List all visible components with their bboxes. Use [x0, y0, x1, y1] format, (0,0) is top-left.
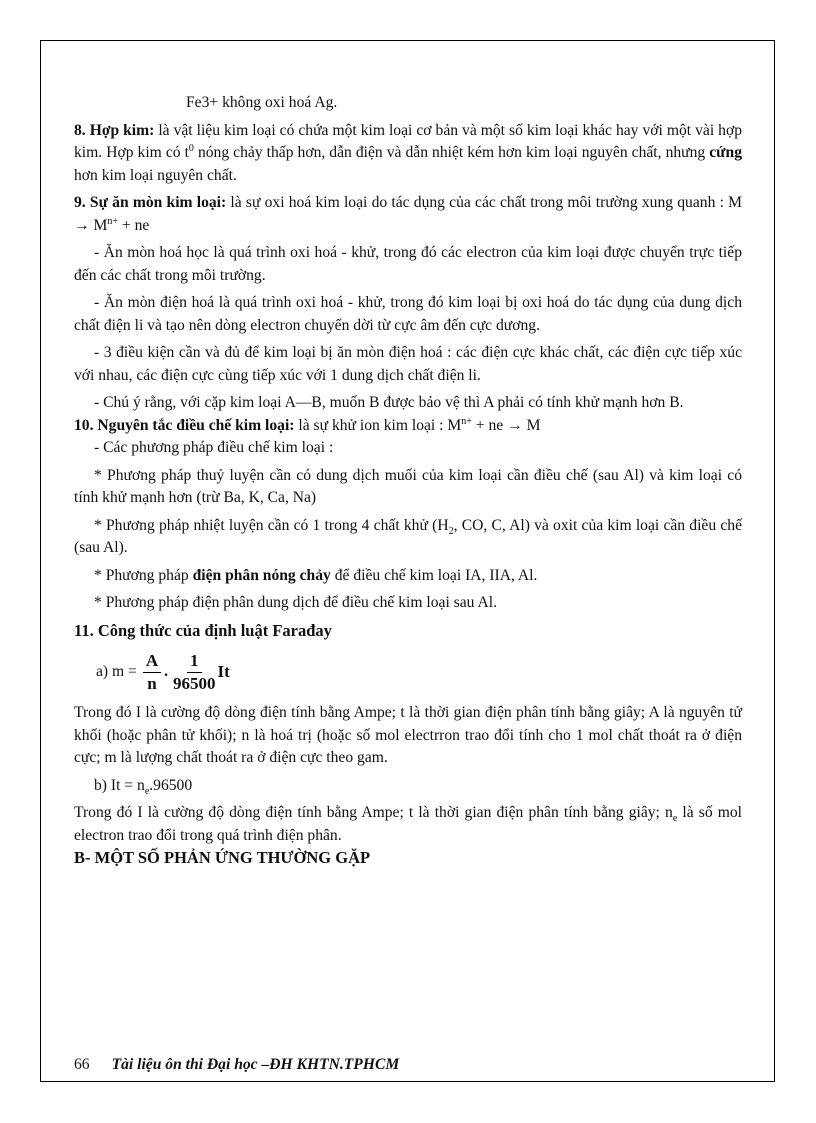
section-11-para-2: [74, 802, 742, 847]
section-11-title: 11. Công thức của định luật Farađay: [74, 620, 332, 640]
superscript: n+: [107, 215, 118, 227]
section-9-para-1: - Ăn mòn hoá học là quá trình oxi hoá - khử, trong đó các electron của kim loại được chuyển trực tiếp đến các chất trong môi trường.: [74, 244, 742, 284]
section-10-para-3: [74, 515, 742, 560]
page-content: [74, 92, 742, 870]
fraction-denominator: 96500: [173, 673, 216, 693]
page-number: 66: [74, 1056, 90, 1073]
faraday-formula-a: [74, 642, 742, 702]
section-10-para-5: * Phương pháp điện phân dung dịch để điều chế kim loại sau Al.: [94, 594, 498, 611]
superscript: n+: [461, 415, 472, 427]
bold-word: cứng: [709, 144, 742, 161]
section-9-text: là sự oxi hoá kim loại do tác dụng của các chất trong môi trường xung quanh : M → M: [74, 194, 742, 234]
section-11-para-1: Trong đó I là cường độ dòng điện tính bằng Ampe; t là thời gian điện phân tính bằng giây; A là nguyên tử khối (hoặc phân tử khối); n là hoá trị (hoặc số mol electrron trao đổi tính cho 1 mol chất thoát ra ở điện cực; m là lượng chất thoát ra ở điện cực theo gam.: [74, 704, 742, 766]
section-10-text: là sự khử ion kim loại : M: [294, 416, 462, 434]
section-9-para-2: - Ăn mòn điện hoá là quá trình oxi hoá - khử, trong đó kim loại bị oxi hoá do tác dụng của dung dịch chất điện li và tạo nên dòng electron chuyển dời từ cực âm đến cực dương.: [74, 294, 742, 334]
section-9-para-3: - 3 điều kiện cần và đủ để kim loại bị ăn mòn điện hoá : các điện cực khác chất, các điện cực tiếp xúc với nhau, các điện cực cùng tiếp xúc với 1 dung dịch chất điện li.: [74, 344, 742, 384]
multiply-dot: .: [164, 662, 169, 680]
superscript: 0: [188, 142, 194, 154]
subscript: 2: [448, 525, 454, 537]
section-9-title: 9. Sự ăn mòn kim loại:: [74, 194, 227, 211]
section-9-para-4: - Chú ý rằng, với cặp kim loại A—B, muốn B được bảo vệ thì A phải có tính khử mạnh hơn B.: [94, 394, 684, 411]
fraction-denominator: n: [147, 673, 157, 693]
footer-title: Tài liệu ôn thi Đại học –ĐH KHTN.TPHCM: [111, 1056, 400, 1073]
subscript: e: [144, 785, 150, 797]
fraction-a-over-n: [143, 650, 161, 695]
fraction-numerator: A: [143, 650, 161, 673]
para-3-text: * Phương pháp nhiệt luyện cần có 1 trong 4 chất khử (H: [94, 516, 449, 534]
bold-phrase: điện phân nóng chảy: [192, 566, 331, 584]
para-4-text-2: để điều chế kim loại IA, IIA, Al.: [330, 566, 538, 584]
section-8-text-2: nóng chảy thấp hơn, dẫn điện và dẫn nhiệt kém hơn kim loại nguyên chất, nhưng: [193, 144, 710, 161]
fraction-1-over-96500: [171, 650, 218, 695]
section-10-title: 10. Nguyên tắc điều chế kim loại:: [74, 416, 295, 434]
section-8-title: 8. Hợp kim:: [74, 121, 155, 139]
section-8-text-3: hơn kim loại nguyên chất.: [74, 166, 237, 184]
section-b-title: B- MỘT SỐ PHẢN ỨNG THƯỜNG GẶP: [74, 848, 371, 867]
section-10-para-2: * Phương pháp thuỷ luyện cần có dung dịch muối của kim loại cần điều chế (sau Al) và kim loại có tính khử mạnh hơn (trừ Ba, K, Ca, Na): [74, 466, 742, 506]
section-8: [74, 120, 742, 188]
para-4-text: * Phương pháp: [94, 566, 193, 584]
para-2-text: Trong đó I là cường độ dòng điện tính bằng Ampe; t là thời gian điện phân tính bằng giây; n: [74, 804, 673, 821]
section-10-para-1: - Các phương pháp điều chế kim loại :: [94, 439, 334, 456]
formula-b-text-2: .96500: [149, 776, 193, 794]
fraction-numerator: 1: [187, 650, 202, 673]
formula-tail: It: [217, 661, 230, 681]
formula-b: [74, 775, 742, 798]
section-10-para-4: [74, 565, 742, 588]
section-8-text: là vật liệu kim loại có chứa một kim loại cơ bản và một số kim loại khác hay với một vài hợp kim. Hợp kim có t: [74, 121, 742, 161]
page-footer: [74, 1056, 399, 1074]
para-3-text-2: , CO, C, Al) và oxit của kim loại cần điều chế (sau Al).: [74, 516, 742, 556]
section-10-text-end: + ne → M: [471, 416, 541, 434]
formula-a-label: a) m =: [96, 662, 137, 680]
section-9-text-end: + ne: [118, 216, 150, 234]
formula-b-text: b) It = n: [94, 776, 145, 794]
section-10: [74, 415, 742, 438]
section-9: [74, 192, 742, 237]
line-fe3: Fe3+ không oxi hoá Ag.: [186, 94, 338, 111]
subscript: e: [672, 813, 678, 825]
para-2-text-2: là số mol electron trao đổi trong quá trình điện phân.: [74, 804, 742, 844]
